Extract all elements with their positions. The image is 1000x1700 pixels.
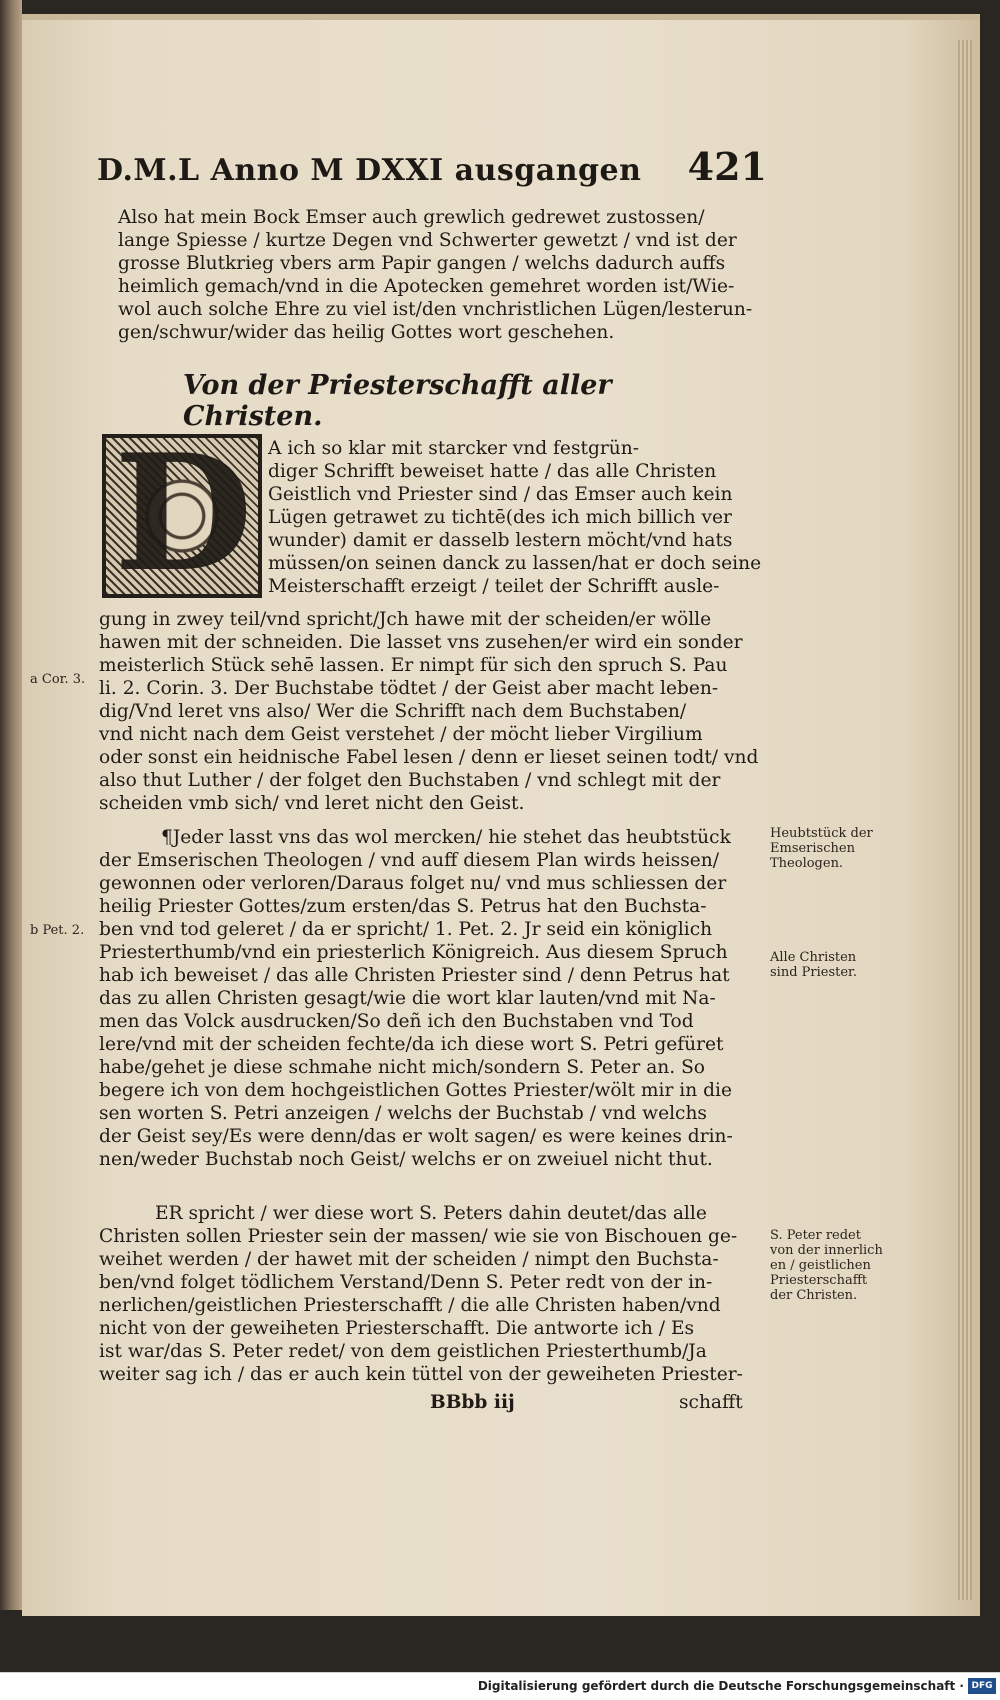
margin-note-alle-christen	[770, 950, 857, 980]
note-line: von der innerlich	[770, 1243, 883, 1258]
note-line: Emserischen	[770, 841, 855, 856]
running-head-title: D.M.L Anno M DXXI ausgangen	[97, 153, 642, 188]
text-line: oder sonst ein heidnische Fabel lesen / denn er lieset seinen todt/ vnd	[99, 747, 759, 768]
text-line: ¶Jeder lasst vns das wol mercken/ hie stehet das heubtstück	[161, 827, 731, 848]
text-line: ben/vnd folget tödlichem Verstand/Denn S. Peter redt von der in-	[99, 1272, 713, 1293]
text-line: ben vnd tod geleret / da er spricht/ 1. Pet. 2. Jr seid ein königlich	[99, 919, 713, 940]
text-line: grosse Blutkrieg vbers arm Papir gangen / welchs dadurch auffs	[118, 253, 726, 274]
note-line: Heubtstück der	[770, 826, 873, 841]
paragraph-2	[99, 608, 758, 815]
text-line: sen worten S. Petri anzeigen / welchs der Buchstab / vnd welchs	[99, 1103, 707, 1124]
text-line: scheiden vmb sich/ vnd leret nicht den Geist.	[99, 793, 525, 814]
note-line: Theologen.	[770, 856, 844, 871]
text-line: lere/vnd mit der scheiden fechte/da ich diese wort S. Petri gefüret	[99, 1034, 724, 1055]
section-title: Von der Priesterschafft aller Christen.	[183, 370, 612, 432]
note-line: der Christen.	[770, 1288, 858, 1303]
text-line: gen/schwur/wider das heilig Gottes wort geschehen.	[118, 322, 615, 343]
text-line: Lügen getrawet zu tichtē(des ich mich billich ver	[268, 507, 732, 528]
page-edge-stack	[958, 40, 972, 1600]
funding-credit: Digitalisierung gefördert durch die Deutsche Forschungsgemeinschaft ·	[477, 1679, 964, 1693]
text-line: li. 2. Corin. 3. Der Buchstabe tödtet / der Geist aber macht leben-	[99, 678, 719, 699]
initial-letter: D	[114, 419, 253, 607]
note-line: Priesterschafft	[770, 1273, 868, 1288]
text-line: Also hat mein Bock Emser auch grewlich gedrewet zustossen/	[118, 207, 705, 228]
text-line: gewonnen oder verloren/Daraus folget nu/ vnd mus schliessen der	[99, 873, 727, 894]
text-line: weiter sag ich / das er auch kein tüttel von der geweiheten Priester-	[99, 1364, 743, 1385]
paragraph-4	[99, 1202, 743, 1386]
paragraph-2-indented	[268, 437, 761, 598]
text-line: das zu allen Christen gesagt/wie die wort klar lauten/vnd mit Na-	[99, 988, 716, 1009]
text-line: Christen sollen Priester sein der massen/ wie sie von Bischouen ge-	[99, 1226, 738, 1247]
note-line: Alle Christen	[770, 950, 857, 965]
note-line: sind Priester.	[770, 965, 857, 980]
text-line: Geistlich vnd Priester sind / das Emser auch kein	[268, 484, 733, 505]
text-line: wunder) damit er dasselb lestern möcht/vnd hats	[268, 530, 733, 551]
text-line: müssen/on seinen danck zu lassen/hat er doch seine	[268, 553, 762, 574]
catchword: schafft	[679, 1392, 743, 1413]
text-line: dig/Vnd leret vns also/ Wer die Schrifft nach dem Buchstaben/	[99, 701, 687, 722]
text-line: wol auch solche Ehre zu viel ist/den vnchristlichen Lügen/lesterun-	[118, 299, 753, 320]
text-line: nicht von der geweiheten Priesterschafft. Die antworte ich / Es	[99, 1318, 695, 1339]
text-line: der Emserischen Theologen / vnd auff diesem Plan wirds heissen/	[99, 850, 719, 871]
decorated-initial	[102, 419, 262, 607]
text-line: hab ich beweiset / das alle Christen Priester sind / denn Petrus hat	[99, 965, 730, 986]
margin-note-pet: b Pet. 2.	[30, 923, 85, 938]
text-line: nen/weder Buchstab noch Geist/ welchs er on zweiuel nicht thut.	[99, 1149, 713, 1170]
text-line: hawen mit der schneiden. Die lasset vns zusehen/er wird ein sonder	[99, 632, 743, 653]
text-line: also thut Luther / der folget den Buchstaben / vnd schlegt mit der	[99, 770, 721, 791]
text-line: vnd nicht nach dem Geist verstehet / der möcht lieber Virgilium	[99, 724, 703, 745]
text-line: heimlich gemach/vnd in die Apotecken gemehret worden ist/Wie-	[118, 276, 735, 297]
text-line: nerlichen/geistlichen Priesterschafft / die alle Christen haben/vnd	[99, 1295, 721, 1316]
text-line: A ich so klar mit starcker vnd festgrün-	[268, 438, 639, 459]
text-line: Meisterschafft erzeigt / teilet der Schrifft ausle-	[268, 576, 720, 597]
text-line: habe/gehet je diese schmahe nicht mich/sondern S. Peter an. So	[99, 1057, 706, 1078]
footer-bar	[0, 1672, 1000, 1700]
text-line: men das Volck ausdrucken/So deñ ich den Buchstaben vnd Tod	[99, 1011, 694, 1032]
paragraph-3	[99, 826, 733, 1171]
signature-mark: BBbb iij	[430, 1392, 515, 1413]
text-line: heilig Priester Gottes/zum ersten/das S. Petrus hat den Buchsta-	[99, 896, 707, 917]
text-line: ER spricht / wer diese wort S. Peters dahin deutet/das alle	[155, 1203, 707, 1224]
dfg-logo: DFG	[968, 1678, 996, 1694]
margin-note-heubtstueck	[770, 826, 873, 871]
note-line: en / geistlichen	[770, 1258, 871, 1273]
text-line: meisterlich Stück sehē lassen. Er nimpt für sich den spruch S. Pau	[99, 655, 728, 676]
page-number: 421	[687, 144, 767, 189]
text-line: gung in zwey teil/vnd spricht/Jch hawe mit der scheiden/er wölle	[99, 609, 712, 630]
note-line: S. Peter redet	[770, 1228, 861, 1243]
text-line: ist war/das S. Peter redet/ von dem geistlichen Priesterthumb/Ja	[99, 1341, 707, 1362]
text-line: Priesterthumb/vnd ein priesterlich Königreich. Aus diesem Spruch	[99, 942, 728, 963]
left-page-edge	[0, 0, 22, 1610]
margin-note-s-peter	[770, 1228, 883, 1303]
running-head	[97, 144, 767, 194]
text-line: lange Spiesse / kurtze Degen vnd Schwerter gewetzt / vnd ist der	[118, 230, 737, 251]
text-line: der Geist sey/Es were denn/das er wolt sagen/ es were keines drin-	[99, 1126, 733, 1147]
text-line: diger Schrifft beweiset hatte / das alle Christen	[268, 461, 717, 482]
text-line: begere ich von dem hochgeistlichen Gottes Priester/wölt mir in die	[99, 1080, 732, 1101]
text-line: weihet werden / der hawet mit der scheiden / nimpt den Buchsta-	[99, 1249, 719, 1270]
paragraph-1	[118, 206, 752, 344]
margin-note-cor: a Cor. 3.	[30, 672, 86, 687]
